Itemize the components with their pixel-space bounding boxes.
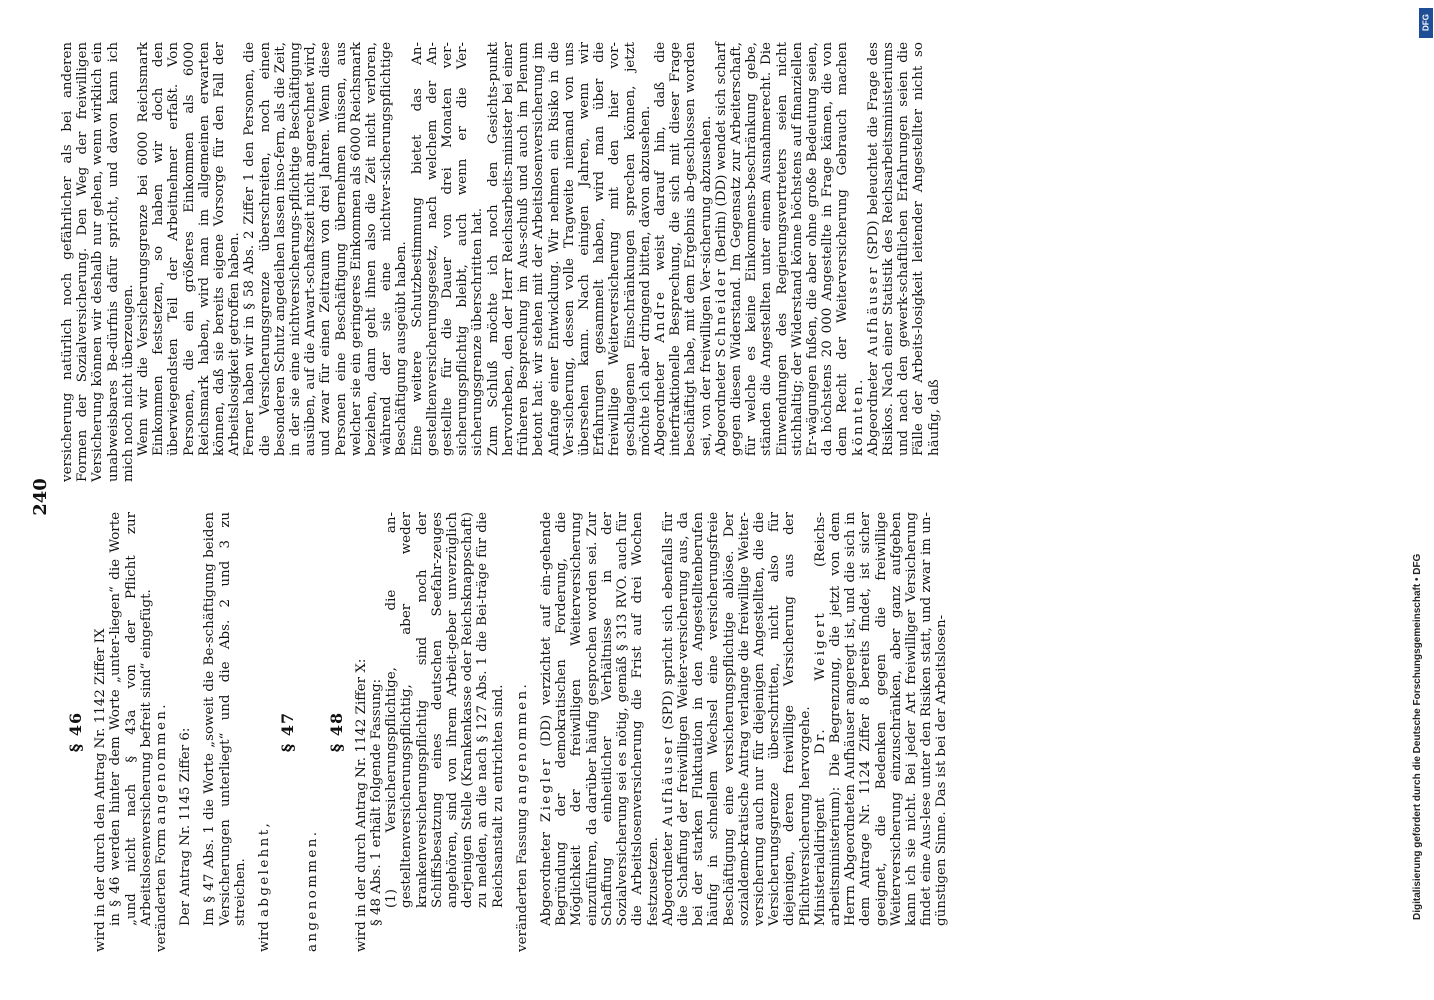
speaker-name: Andre (652, 289, 668, 343)
paragraph: Abgeordneter Ziegler (DD) verzichtet auf ein-gehende Begründung der demokratischen Forderung, die Möglichkeit der freiwilligen Weiterversicherung einzuführen, da darüber häufig gesprochen worden sei. Zur Schaffung einheitlicher Verhältnisse in der Sozialversicherung sei es nötig, gemäß § 313 RVO. auch für die Arbeitslosenversicherung die Frist auf drei Wochen festzusetzen. (539, 512, 661, 926)
document-page (30, 42, 1240, 952)
emphasis: könnten. (850, 377, 866, 456)
dfg-logo: DFG (1419, 8, 1433, 38)
paragraph: angenommen. (305, 829, 321, 952)
paragraph: versicherung natürlich noch gefährlicher als bei anderen Formen der Sozialversicherung. Den Weg der freiwilligen Versicherung können wir deshalb nur gehen, wenn wirklich ein unabweisbares Be-dürfnis dafür spricht, und davon kann ich mich noch nicht überzeugen. (60, 42, 136, 482)
digitization-credit: Digitalisierung gefördert durch die Deutsche Forschungsgemeinschaft • DFG (1412, 553, 1423, 920)
paragraph: Ministerialdirigent Dr. Weigert (Reichs-arbeitsministerium): Die Begrenzung, die jetzt von dem Herrn Abgeordneten Aufhäuser angeregt ist, und die sich in dem Antrage Nr. 1124 Ziffer 8 bereits findet, ist sicher geeignet, die Bedenken gegen die freiwillige Weiterversicherung einzuschränken, aber ganz aufgeben kann ich sie nicht. Bei jeder Art freiwilliger Versicherung findet eine Aus-lese unter den Risiken statt, und zwar im un-günstigen Sinne. Das ist bei der Arbeitslosen- (812, 512, 950, 926)
paragraph: veränderten Fassung angenommen. (514, 681, 530, 952)
speaker-name: Dr. Weigert (812, 610, 828, 755)
paragraph: Wenn wir die Versicherungsgrenze bei 6000 Reichsmark Einkommen festsetzen, so haben wir doch den überwiegendsten Teil der Arbeitnehmer erfaßt. Von Personen, die ein größeres Einkommen als 6000 Reichsmark haben, wird man im allgemeinen erwarten können, daß sie bereits eigene Vorsorge für den Fall der Arbeitslosigkeit getroffen haben. (136, 42, 243, 456)
section-heading-48: § 48 (326, 711, 346, 753)
quoted-amendment: in § 46 werden hinter dem Worte „unter-liegen“ die Worte „und nicht nach § 43a von der Pflicht zur Arbeitslosenversicherung befreit sind“ eingefügt. (108, 512, 154, 926)
paragraph: veränderten Form angenommen. (154, 702, 170, 952)
paragraph: Abgeordneter Aufhäuser (SPD) spricht sich ebenfalls für die Schaffung der freiwilligen Weiter-versicherung aus, da bei der starken Fluktuation in den Angestelltenberufen häufig in schnellem Wechsel eine versicherungsfreie Beschäftigung eine versicherungspflichtige ablöse. Der sozialdemo-kratische Antrag verlange die freiwillige Weiter-versicherung auch nur für diejenigen Angestellten, die die Versicherungsgrenze überschritten, nicht also für diejenigen, deren freiwillige Versicherung aus der Pflichtversicherung hervorgehe. (660, 512, 813, 926)
sidebar (1410, 0, 1434, 1000)
paragraph: wird in der durch den Antrag Nr. 1142 Ziffer IX (93, 628, 109, 952)
emphasis: abgelehnt, (257, 820, 273, 918)
paragraph: Abgeordneter Schneider (Berlin) (DD) wendet sich scharf gegen diesen Widerstand. Im Gegensatz zur Arbeiterschaft, für welche es keine Einkommens-beschränkung gebe, ständen die Angestellten unter einem Ausnahmerecht. Die Einwendungen des Regierungsvertreters seien nicht stichhaltig; der Widerstand könne höchstens auf finanziellen Er-wägungen fußen, die aber ohne große Bedeutung seien, da höchstens 20 000 Angestellte in Frage kämen, die von dem Recht der Weiterversicherung Gebrauch machen könnten. (713, 42, 866, 456)
paragraph: wird in der durch Antrag Nr. 1142 Ziffer X: (353, 658, 369, 952)
speaker-name: Aufhäuser (865, 265, 881, 357)
paragraph: Ferner haben wir in § 58 Abs. 2 Ziffer 1 den Personen, die die Versicherungsgrenze überschreiten, noch einen besonderen Schutz angedeihen lassen inso-fern, als die Zeit, in der sie eine nichtversicherungs-pflichtige Beschäftigung ausüben, auf die Anwart-schaftszeit nicht angerechnet wird, und zwar für einen Zeitraum von drei Jahren. Wenn diese Personen eine Beschäftigung übernehmen müssen, aus welcher sie ein geringeres Einkommen als 6000 Reichsmark beziehen, dann geht ihnen also die Zeit nicht verloren, während der sie eine nichtver-sicherungspflichtige Beschäftigung ausgeübt haben. (242, 42, 410, 456)
paragraph: Der Antrag Nr. 1145 Ziffer 6: (178, 727, 194, 926)
speaker-name: Schneider (713, 266, 729, 358)
left-column (60, 512, 950, 952)
paragraph: Abgeordneter Andre weist darauf hin, daß die interfraktionelle Besprechung, die sich mit dieser Frage beschäftigt habe, mit dem Ergebnis ab-geschlossen worden sei, von der freiwilligen Ver-sicherung abzusehen. (652, 42, 714, 456)
paragraph: § 48 Abs. 1 erhält folgende Fassung: (369, 678, 385, 926)
section-heading-47: § 47 (278, 711, 298, 753)
quoted-amendment: (1) Versicherungspflichtige, die an-gestelltenversicherungspflichtig, aber weder krankenversicherungspflichtig sind noch der Schiffsbesatzung eines deutschen Seefahr-zeuges angehören, sind von ihrem Arbeit-geber unverzüglich derjenigen Stelle (Krankenkasse oder Reichsknappschaft) zu melden, an die nach § 127 Abs. 1 die Bei-träge für die Reichsanstalt zu entrichten sind. (384, 512, 506, 908)
paragraph: Zum Schluß möchte ich noch den Gesichts-punkt hervorheben, den der Herr Reichsarbeits-minister bei einer früheren Besprechung im Aus-schuß und auch im Plenum betont hat: wir stehen mit der Arbeitslosenversicherung im Anfange einer Entwicklung. Wir nehmen ein Risiko in die Ver-sicherung, dessen volle Tragweite niemand von uns übersehen kann. Nach einigen Jahren, wenn wir Erfahrungen gesammelt haben, wird man über die freiwillige Weiterversicherung mit den hier vor-geschlagenen Einschränkungen sprechen können, jetzt möchte ich aber dringend bitten, davon abzusehen. (485, 42, 653, 456)
page-number: 240 (30, 478, 51, 516)
paragraph: Abgeordneter Aufhäuser (SPD) beleuchtet die Frage des Risikos. Nach einer Statistik des Reichsarbeitsministeriums und nach den gewerk-schaftlichen Erfahrungen seien die Fälle der Arbeits-losigkeit leitender Angestellter nicht so häufig, daß (865, 42, 942, 456)
quoted-amendment: Im § 47 Abs. 1 die Worte „soweit die Be-schäftigung beiden Versicherungen unterliegt“ und die Abs. 2 und 3 zu streichen. (202, 512, 248, 926)
paragraph: Eine weitere Schutzbestimmung bietet das An-gestelltenversicherungsgesetz, nach welchem der An-gestellte für die Dauer von drei Monaten ver-sicherungspflichtig bleibt, auch wenn er die Ver-sicherungsgrenze überschritten hat. (409, 42, 486, 456)
section-heading-46: § 46 (66, 711, 85, 753)
speaker-name: Aufhäuser (660, 735, 676, 827)
emphasis: angenommen. (514, 681, 530, 805)
right-column (60, 42, 942, 482)
emphasis: angenommen. (154, 702, 170, 825)
speaker-name: Ziegler (539, 756, 555, 823)
paragraph: wird abgelehnt, (257, 820, 273, 952)
